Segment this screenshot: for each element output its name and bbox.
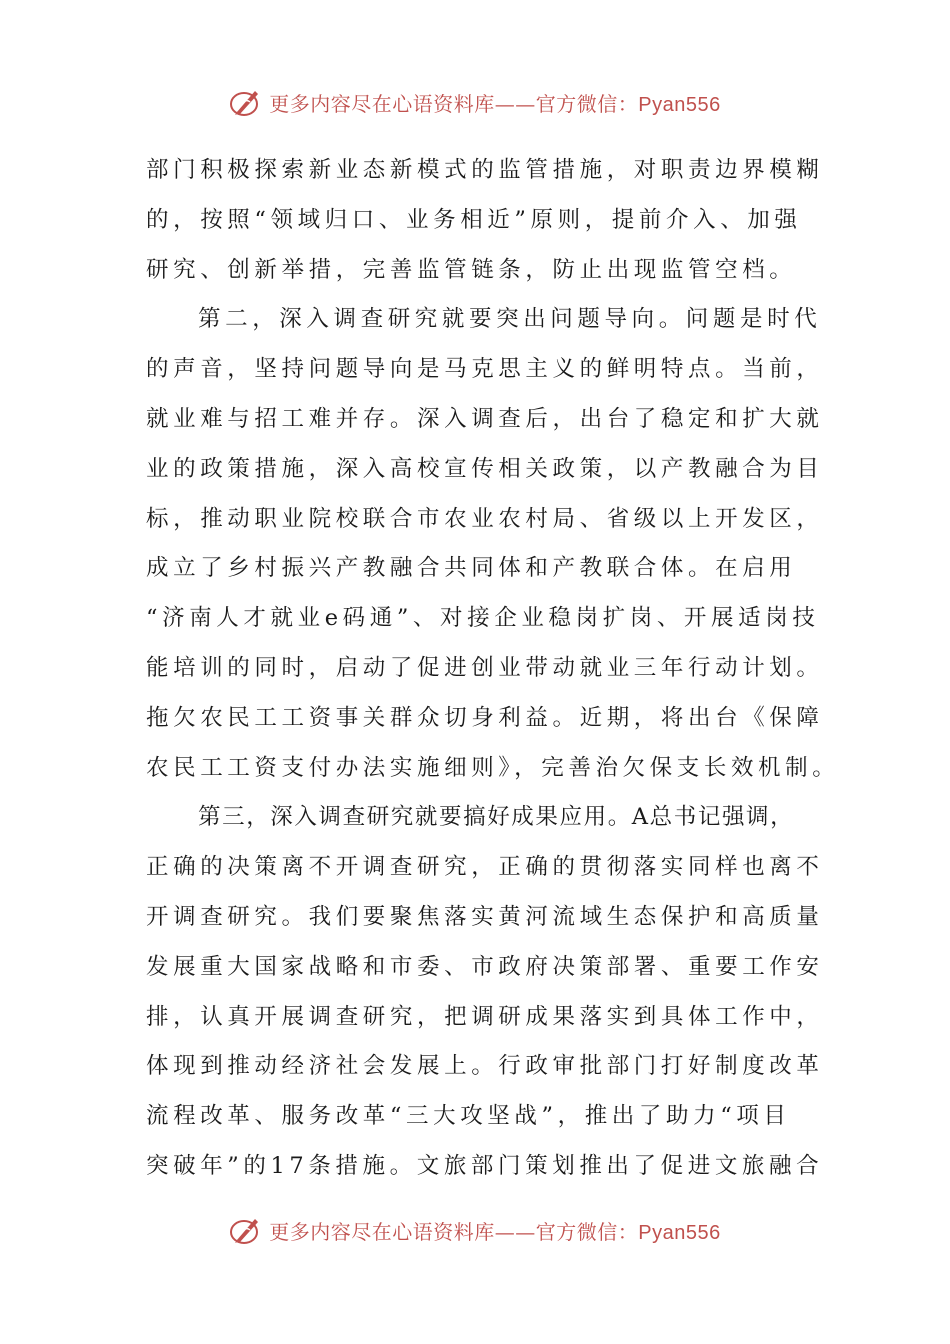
text-line: 标，推动职业院校联合市农业农村局、省级以上开发区， <box>146 505 824 532</box>
text-line: 成立了乡村振兴产教融合共同体和产教联合体。在启用 <box>146 555 797 582</box>
text-line: 能培训的同时，启动了促进创业带动就业三年行动计划。 <box>146 654 824 681</box>
text-line: “济南人才就业e码通”、对接企业稳岗扩岗、开展适岗技 <box>146 605 820 632</box>
paragraph-start-line: 第二，深入调查研究就要突出问题导向。问题是时代 <box>198 306 822 333</box>
header-watermark-banner <box>0 82 950 122</box>
text-line: 研究、创新举措，完善监管链条，防止出现监管空档。 <box>146 256 797 283</box>
text-line: 体现到推动经济社会发展上。行政审批部门打好制度改革 <box>146 1053 824 1080</box>
text-line: 就业难与招工难并存。深入调查后，出台了稳定和扩大就 <box>146 405 824 432</box>
quill-pen-icon <box>229 1213 263 1247</box>
text-line: 突破年”的17条措施。文旅部门策划推出了促进文旅融合 <box>146 1152 824 1179</box>
text-line: 正确的决策离不开调查研究，正确的贯彻落实同样也离不 <box>146 854 824 881</box>
footer-watermark-text <box>269 1216 720 1245</box>
text-line: 的，按照“领域归口、业务相近”原则，提前介入、加强 <box>146 206 802 233</box>
text-line: 排，认真开展调查研究，把调研成果落实到具体工作中， <box>146 1003 824 1030</box>
text-line: 的声音，坚持问题导向是马克思主义的鲜明特点。当前， <box>146 356 824 383</box>
header-watermark-prefix: 更多内容尽在心语资料库——官方微信： <box>269 91 639 116</box>
text-line: 开调查研究。我们要聚焦落实黄河流域生态保护和高质量 <box>146 903 824 930</box>
text-line: 农民工工资支付办法实施细则》，完善治欠保支长效机制。 <box>146 754 840 781</box>
text-line: 部门积极探索新业态新模式的监管措施，对职责边界模糊 <box>146 157 824 183</box>
header-watermark-text <box>269 88 720 117</box>
text-line: 发展重大国家战略和市委、市政府决策部署、重要工作安 <box>146 953 824 980</box>
footer-wechat-id: Pyan556 <box>638 1221 721 1244</box>
paragraph-start-line: 第三，深入调查研究就要搞好成果应用。A总书记强调， <box>198 804 795 831</box>
text-line: 流程改革、服务改革“三大攻坚战”，推出了助力“项目 <box>146 1103 791 1130</box>
footer-watermark-prefix: 更多内容尽在心语资料库——官方微信： <box>269 1219 639 1244</box>
text-line: 拖欠农民工工资事关群众切身利益。近期，将出台《保障 <box>146 704 824 731</box>
footer-watermark-banner <box>0 1210 950 1250</box>
header-wechat-id: Pyan556 <box>638 93 721 116</box>
document-body <box>146 146 840 1192</box>
text-line: 业的政策措施，深入高校宣传相关政策，以产教融合为目 <box>146 455 824 482</box>
quill-pen-icon <box>229 85 263 119</box>
